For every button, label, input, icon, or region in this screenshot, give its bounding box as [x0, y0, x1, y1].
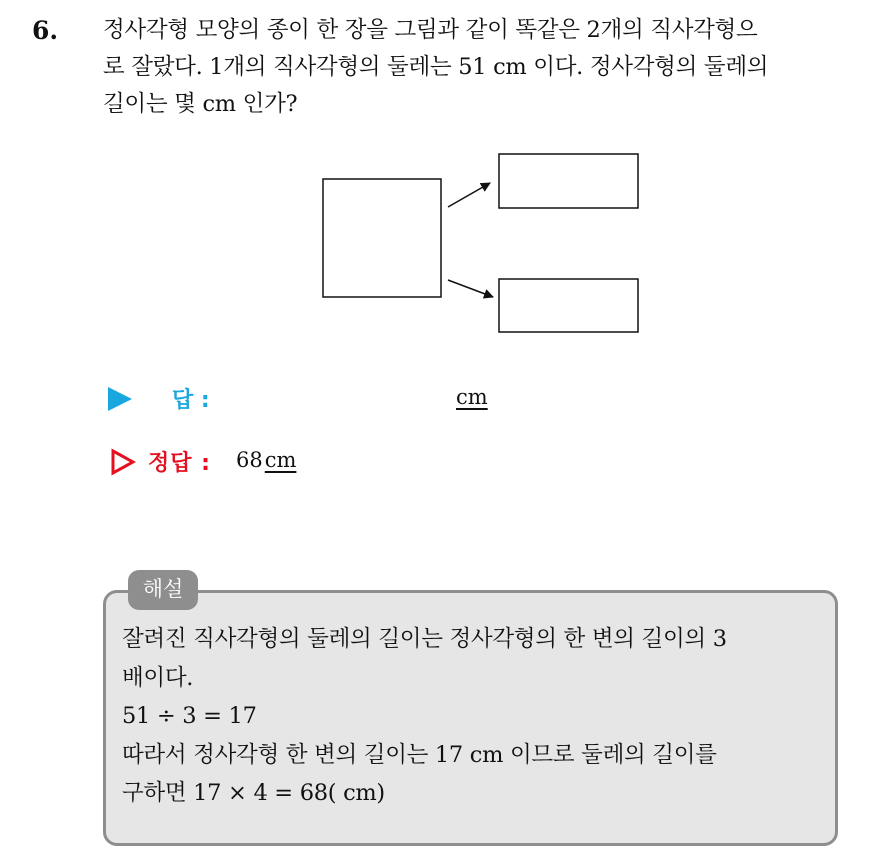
problem-number: 6. [32, 16, 59, 45]
correct-value [236, 448, 296, 472]
solution-line: 배이다. [122, 664, 194, 691]
play-icon [108, 387, 132, 411]
solution-line: 구하면 17 × 4 = 68( cm) [122, 780, 385, 806]
answer-label: 답 : [172, 388, 210, 413]
answer-row [108, 383, 608, 415]
solution-text [122, 620, 832, 813]
question-text [103, 12, 863, 123]
arrow-up [448, 183, 490, 207]
top-rectangle [499, 154, 638, 208]
solution-line: 따라서 정사각형 한 변의 길이는 17 cm 이므로 둘레의 길이를 [122, 741, 717, 768]
solution-line: 51 ÷ 3 = 17 [122, 703, 257, 729]
bottom-rectangle [499, 279, 638, 332]
question-line: 정사각형 모양의 종이 한 장을 그림과 같이 똑같은 2개의 직사각형으 [103, 17, 758, 43]
arrow-down [448, 280, 493, 297]
answer-unit: cm [456, 385, 488, 409]
square-shape [323, 179, 441, 297]
square-cut-diagram [318, 150, 648, 340]
correct-unit: cm [264, 448, 297, 472]
question-line: 길이는 몇 cm 인가? [103, 91, 298, 117]
correct-number: 68 [236, 448, 263, 472]
question-line: 로 잘랐다. 1개의 직사각형의 둘레는 51 cm 이다. 정사각형의 둘레의 [103, 54, 769, 80]
correct-label: 정답 : [148, 451, 211, 476]
outline-play-icon [110, 448, 136, 476]
solution-line: 잘려진 직사각형의 둘레의 길이는 정사각형의 한 변의 길이의 3 [122, 626, 727, 652]
solution-tab: 해설 [128, 570, 198, 610]
correct-answer-row [110, 446, 510, 478]
